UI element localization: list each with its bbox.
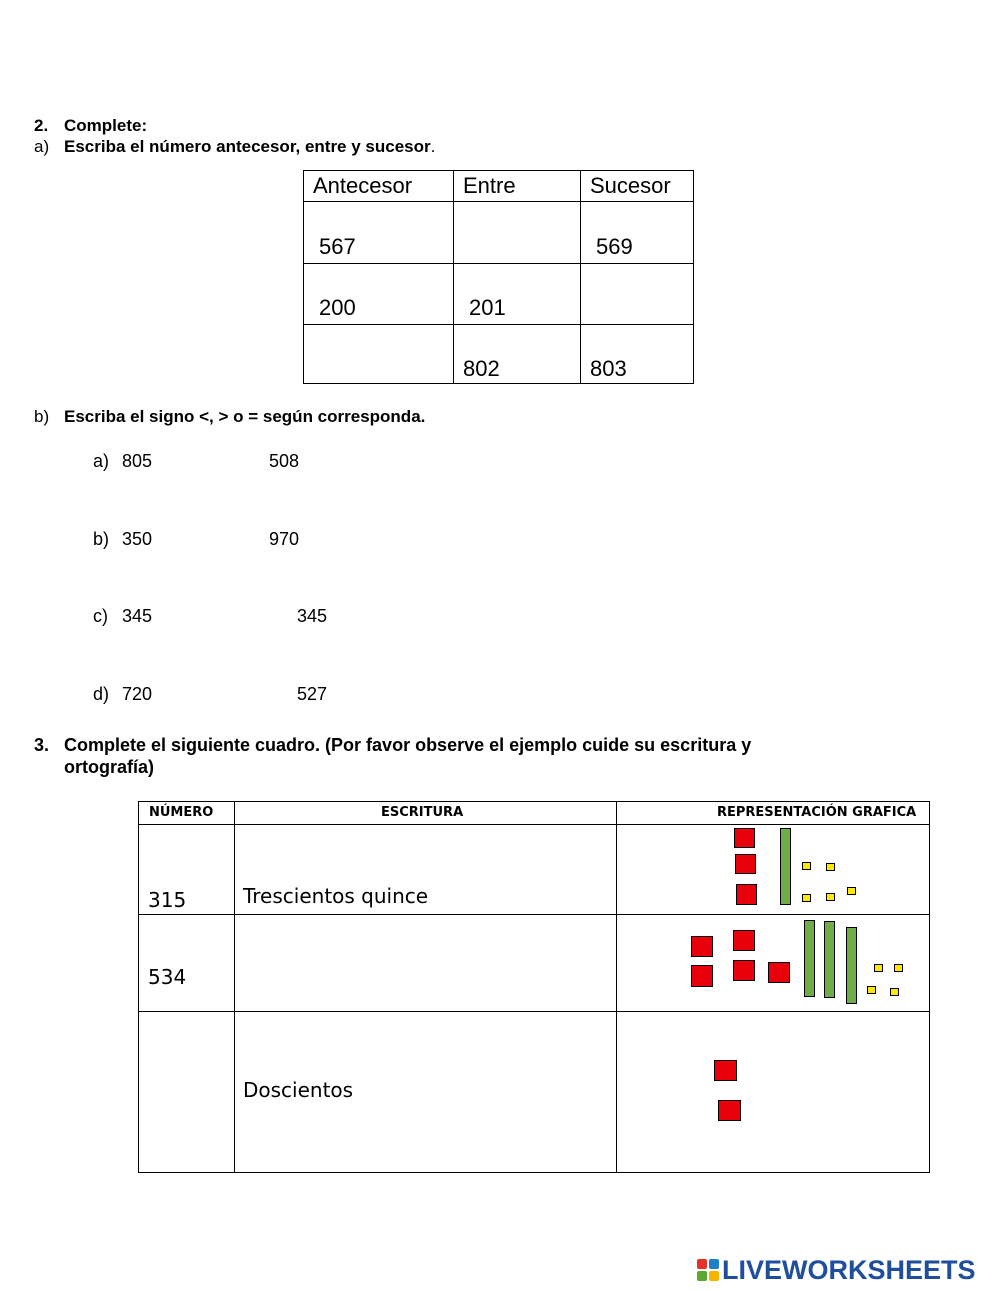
section-2-number: 2. <box>34 116 49 135</box>
unit-cube <box>802 894 811 902</box>
comparison-c-left: 345 <box>122 606 153 626</box>
logo-square-yellow <box>709 1271 719 1281</box>
comparison-c-right: 345 <box>297 606 328 626</box>
section-2-title: Complete: <box>64 116 148 135</box>
comparison-d-left: 720 <box>122 684 153 704</box>
row1-numero: 315 <box>148 888 187 912</box>
header-antecesor: Antecesor <box>313 173 413 198</box>
hundred-block <box>735 854 756 874</box>
ten-rod <box>824 921 835 998</box>
hundred-block <box>768 962 790 983</box>
row2-numero: 534 <box>148 965 187 989</box>
comparison-c-label: c) <box>93 606 108 626</box>
header-escritura: ESCRITURA <box>381 805 464 820</box>
comparison-d-label: d) <box>93 684 110 704</box>
comparison-a-right: 508 <box>269 451 300 471</box>
hundred-block <box>714 1060 737 1081</box>
part-a-letter: a) <box>34 137 50 156</box>
liveworksheets-logo <box>697 1256 976 1284</box>
logo-square-red <box>697 1259 707 1269</box>
header-entre: Entre <box>463 173 516 198</box>
hundred-block <box>734 828 755 848</box>
comparison-b-right: 970 <box>269 529 300 549</box>
logo-text: LIVEWORKSHEETS <box>722 1254 976 1285</box>
ten-rod <box>846 927 857 1004</box>
comparison-b-label: b) <box>93 529 110 549</box>
section-3-number: 3. <box>34 735 50 755</box>
comparison-a-label: a) <box>93 451 110 471</box>
predecessor-successor-table <box>303 170 694 384</box>
hundred-block <box>733 930 755 951</box>
section-3-title-line1: Complete el siguiente cuadro. (Por favor observe el ejemplo cuide su escritura y <box>64 735 752 755</box>
part-a-text: Escriba el número antecesor, entre y sucesor <box>64 137 431 156</box>
unit-cube <box>890 988 899 996</box>
unit-cube <box>802 862 811 870</box>
part-b-letter: b) <box>34 407 50 426</box>
logo-square-green <box>697 1271 707 1281</box>
unit-cube <box>826 893 835 901</box>
cell-r3-sucesor: 803 <box>590 356 627 381</box>
unit-cube <box>874 964 883 972</box>
row3-escritura: Doscientos <box>243 1078 354 1102</box>
ten-rod <box>780 828 791 905</box>
hundred-block <box>691 936 713 957</box>
hundred-block <box>736 884 757 905</box>
section-3-title-line2: ortografía) <box>64 757 154 777</box>
cell-r2-entre: 201 <box>469 295 506 320</box>
hundred-block <box>733 960 755 981</box>
cell-r1-sucesor: 569 <box>596 234 633 259</box>
unit-cube <box>867 986 876 994</box>
cell-r1-antecesor: 567 <box>319 234 356 259</box>
logo-square-blue <box>709 1259 719 1269</box>
comparison-a-left: 805 <box>122 451 153 471</box>
hundred-block <box>691 965 713 987</box>
part-b-instruction: Escriba el signo <, > o = según corresponda. <box>64 407 426 426</box>
logo-grid-icon <box>697 1259 719 1281</box>
row2-escritura[interactable] <box>243 942 603 992</box>
unit-cube <box>894 964 903 972</box>
row1-escritura: Trescientos quince <box>243 884 429 908</box>
comparison-b-left: 350 <box>122 529 153 549</box>
comparison-d-right: 527 <box>297 684 328 704</box>
cell-r3-entre: 802 <box>463 356 500 381</box>
header-representacion: REPRESENTACIÓN GRAFICA <box>717 805 917 820</box>
part-a-instruction <box>64 137 435 157</box>
header-sucesor: Sucesor <box>590 173 671 198</box>
unit-cube <box>847 887 856 895</box>
hundred-block <box>718 1100 741 1121</box>
unit-cube <box>826 863 835 871</box>
row3-numero[interactable] <box>148 1042 228 1092</box>
part-a-period: . <box>430 137 436 156</box>
ten-rod <box>804 920 815 997</box>
cell-r2-antecesor: 200 <box>319 295 356 320</box>
header-numero: NÚMERO <box>149 805 214 820</box>
